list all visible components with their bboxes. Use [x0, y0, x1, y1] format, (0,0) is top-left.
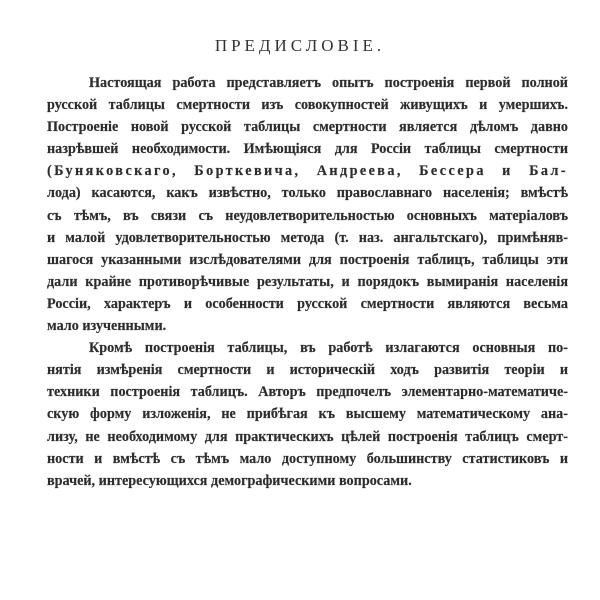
- text-line: русской таблицы смертности изъ совокупностей живущихъ и умершихъ.: [47, 97, 568, 114]
- text-line: съ тѣмъ, въ связи съ неудовлетворительностью основныхъ матеріаловъ: [47, 207, 568, 224]
- preface-body: [47, 72, 568, 492]
- text-line: скую форму изложенія, не прибѣгая къ высшему математическому ана-: [47, 406, 568, 423]
- text-line: и малой удовлетворительностью метода (т. наз. ангальтскаго), примѣняв-: [47, 229, 568, 246]
- text-line: Кромѣ построенія таблицы, въ работѣ излагаются основныя по-: [89, 340, 568, 357]
- text-line: дали крайне противорѣчивые результаты, и порядокъ вымиранія населенія: [47, 273, 568, 290]
- text-line: мало изученными.: [47, 318, 167, 335]
- text-line: нятія измѣренія смертности и историческій ходъ развитія теоріи и: [47, 362, 568, 379]
- text-line: лизу, не необходимому для практическихъ цѣлей построенія таблицъ смерт-: [47, 428, 568, 445]
- text-line: назрѣвшей необходимости. Имѣющіяся для Россіи таблицы смертности: [47, 141, 568, 158]
- text-line: шагося указанными изслѣдователями для построенія таблицъ, таблицы эти: [47, 251, 568, 268]
- text-line: Россіи, характеръ и особенности русской смертности являются весьма: [47, 295, 568, 312]
- text-line: лода) касаются, какъ извѣстно, только православнаго населенія; вмѣстѣ: [47, 185, 568, 202]
- paragraph-2: [47, 337, 568, 492]
- page-title: ПРЕДИСЛОВІЕ.: [214, 36, 386, 55]
- text-line: (Буняковскаго, Борткевича, Андреева, Бессера и Бал-: [47, 163, 568, 180]
- text-line: техники построенія таблицъ. Авторъ предпочелъ элементарно-математиче-: [47, 384, 568, 401]
- text-line: врачей, интересующихся демографическими вопросами.: [47, 472, 412, 489]
- text-line: Настоящая работа представляетъ опытъ построенія первой полной: [89, 75, 568, 91]
- text-line: Построеніе новой русской таблицы смертности является дѣломъ давно: [47, 119, 568, 136]
- paragraph-1: [47, 72, 568, 337]
- text-line: ности и вмѣстѣ съ тѣмъ мало доступному большинству статистиковъ и: [47, 450, 568, 467]
